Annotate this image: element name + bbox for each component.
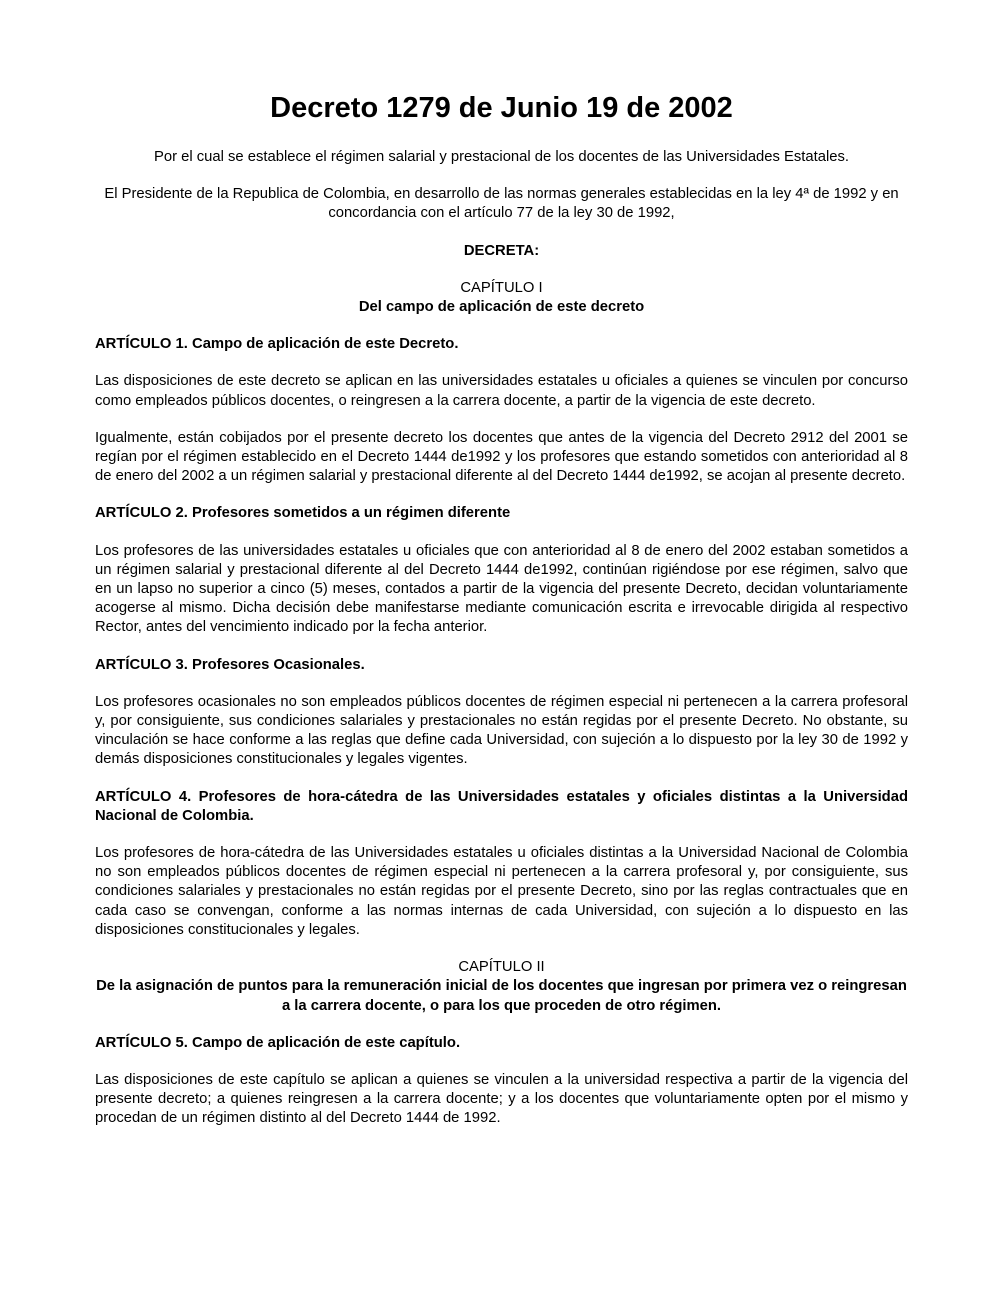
document-subtitle: Por el cual se establece el régimen salarial y prestacional de los docentes de las Universidades Estatales.: [153, 149, 849, 165]
preamble-president-text: El Presidente de la Republica de Colombia, en desarrollo de las normas generales establecidas en la ley 4ª de 1992 y en concordancia con el artículo 77 de la ley 30 de 1992,: [104, 186, 899, 222]
article-2-heading: ARTÍCULO 2. Profesores sometidos a un régimen diferente: [95, 505, 511, 522]
article-5: [95, 1034, 908, 1129]
chapter-2-label: CAPÍTULO II: [458, 959, 545, 976]
article-1-heading: ARTÍCULO 1. Campo de aplicación de este Decreto.: [95, 336, 459, 353]
article-1-paragraph-2: Igualmente, están cobijados por el presente decreto los docentes que antes de la vigencia del Decreto 2912 del 2001 se regían por el régimen establecido en el Decreto 1444 de1992 y los profesores que estando sometidos con anterioridad al 8 de enero del 2002 a un régimen salarial y prestacional diferente al del Decreto 1444 de1992, se acojan al presente decreto.: [95, 429, 908, 485]
chapter-2: [95, 958, 908, 1016]
article-1-paragraph-1: Las disposiciones de este decreto se aplican en las universidades estatales u oficiales a quienes se vinculen por concurso como empleados públicos docentes, o reingresen a la carrera docente, a partir de la vigencia de este decreto.: [95, 373, 908, 409]
article-5-heading: ARTÍCULO 5. Campo de aplicación de este capítulo.: [95, 1034, 461, 1051]
decreta-heading: DECRETA:: [463, 242, 540, 259]
article-5-paragraph-1: Las disposiciones de este capítulo se aplican a quienes se vinculen a la universidad respectiva a partir de la vigencia del presente decreto; a quienes reingresen a la carrera docente; y a los docentes que voluntariamente opten por el mismo y procedan de un régimen distinto al del Decreto 1444 de 1992.: [95, 1071, 908, 1127]
chapter-2-title: De la asignación de puntos para la remuneración inicial de los docentes que ingresan por primera vez o reingresan a la carrera docente, o para los que proceden de otro régimen.: [96, 978, 907, 1014]
chapter-1-label: CAPÍTULO I: [460, 279, 543, 296]
article-1: [95, 335, 908, 486]
chapter-1-title: Del campo de aplicación de este decreto: [358, 299, 645, 316]
article-2-paragraph-1: Los profesores de las universidades estatales u oficiales que con anterioridad al 8 de enero del 2002 estaban sometidos a un régimen salarial y prestacional diferente al del Decreto 1444 de1992, continúan rigiéndose por ese régimen, salvo que en un lapso no superior a cinco (5) meses, contados a partir de la vigencia del presente Decreto, decidan voluntariamente acogerse al mismo. Dicha decisión debe manifestarse mediante comunicación escrita e irrevocable dirigida al respectivo Rector, antes del vencimiento indicado por la fecha anterior.: [95, 542, 908, 636]
article-4: [95, 788, 908, 940]
document-title: Decreto 1279 de Junio 19 de 2002: [270, 92, 733, 124]
article-2: [95, 504, 908, 637]
article-3-heading: ARTÍCULO 3. Profesores Ocasionales.: [95, 656, 365, 673]
article-4-heading: ARTÍCULO 4. Profesores de hora-cátedra de las Universidades estatales y oficiales distintas a la Universidad Nacional de Colombia.: [95, 788, 908, 824]
article-3: [95, 656, 908, 770]
chapter-1: [95, 279, 908, 317]
article-3-paragraph-1: Los profesores ocasionales no son empleados públicos docentes de régimen especial ni pertenecen a la carrera profesoral y, por consiguiente, sus condiciones salariales y prestacionales no están regidas por el presente Decreto. No obstante, su vinculación se hace conforme a las reglas que define cada Universidad, con sujeción a lo dispuesto por la ley 30 de 1992 y demás disposiciones constitucionales y legales vigentes.: [95, 693, 908, 768]
article-4-paragraph-1: Los profesores de hora-cátedra de las Universidades estatales u oficiales distintas a la Universidad Nacional de Colombia no son empleados públicos docentes de régimen especial ni pertenecen a la carrera profesoral y, por consiguiente, sus condiciones salariales y prestacionales no están regidas por el presente Decreto, sino por las reglas contractuales que en cada caso se convengan, conforme a las normas internas de cada Universidad, con sujeción a lo dispuesto en las disposiciones constitucionales y legales.: [95, 845, 908, 938]
